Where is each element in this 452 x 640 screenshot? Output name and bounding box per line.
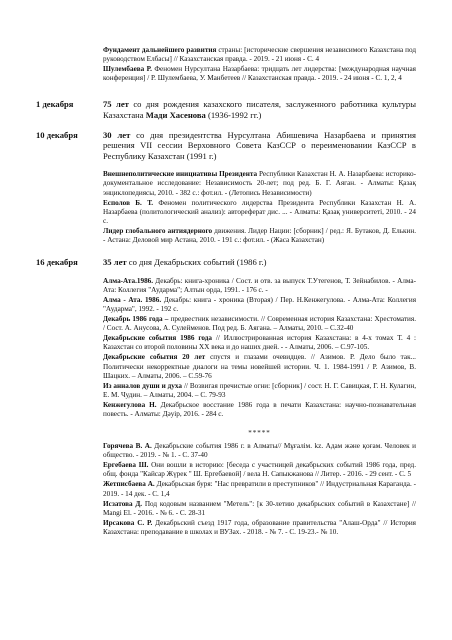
- anniversary-date: 10 декабря: [36, 129, 78, 140]
- section-separator: *****: [248, 429, 271, 438]
- anniversary-text: 75 лет со дня рождения казахского писателя, заслуженного работника культуры Казахстана Мади Хасенова (1936-1992 гг.): [103, 99, 416, 120]
- bibliography-entry: Алма-Ата.1986. Декабрь: книга-хроника / Сост. и отв. за выпуск Т.Утегенов, Т. Зейнабилов. - Алма-Ата: Коллегия "Аударма"; Алтын орда, 1991. - 176 с. -: [103, 276, 416, 294]
- bibliography-block-december: [103, 277, 416, 537]
- anniversary-text: 35 лет со дня Декабрьских событий (1986 г.): [103, 257, 267, 268]
- bibliography-entry: Декабрьские события 20 лет спустя и глазами очевидцев. // Азимов. Р. Дело было так... Политически некорректные диалоги на темы новейшей истории. Ч. 1. 1984-1991 / Р. Азимов, В. Шацких. – Алматы, 2006. – С.59-76: [103, 353, 416, 380]
- bibliography-entry: Кенжегулова Н. Декабрьское восстание 1986 года в печати Казахстана: научно-познавательная повесть. - Алматы: Дәуір, 2016. - 284 с.: [103, 400, 416, 418]
- bibliography-entry: Есполов Б. Т. Феномен политического лидерства Президента Республики Казахстан Н. А. Назарбаева (политологический анализ): автореферат дис. ... - Алматы: Қазақ университеті, 2010. - 24 с.: [103, 198, 416, 225]
- bibliography-entry: Ирсакова С. Р. Декабрьский съезд 1917 года, образование правительства "Алаш-Орда" // История Казахстана: преподавание в школах и ВУЗах. - 2018. - № 7. - С. 19-23.- № 10.: [103, 518, 416, 536]
- bibliography-entry: Декабрь 1986 года – предвестник независимости. // Современная история Казахстана: Хрестоматия. / Сост. А. Анусова, А. Сулейменов. Под ред. Б. Аягана. – Алматы, 2010. – С.32-40: [103, 315, 416, 333]
- bibliography-entry: Внешнеполитические инициативы Президента Республики Казахстан Н. А. Назарбаева: историко-документальное исследование: Независимость 20-лет; под ред. Б. Г. Аяган. - Алматы: Қазақ энциклопедиясы, 2010. - 382 с.: фот.ил. - (Летопись Независимости): [103, 170, 416, 197]
- bibliography-entry: Горячева В. А. Декабрьские события 1986 г. в Алматы// Мұғалім. kz. Адам және қоғам. Человек и общество. - 2019. - № 1. - С. 37-40: [103, 442, 416, 460]
- anniversary-row: [36, 130, 416, 162]
- bibliography-block-top: [103, 46, 416, 83]
- anniversary-text: 30 лет со дня президентства Нурсултана Абишевича Назарбаева и принятия решения VII сессии Верховного Совета КазССР о переименовании КазССР в Республику Казахстан (1991 г.): [103, 129, 416, 161]
- anniversary-row: [36, 99, 416, 120]
- anniversary-row: [36, 257, 416, 268]
- bibliography-entry: Из анналов души и духа // Возвигая пречистые огни: [сборник] / сост. Н. Г. Савицкая, Г. Н. Кулагин, Е. М. Чудин. – Алматы, 2004. – С. 79-93: [103, 381, 416, 399]
- bibliography-entry: Ергебаева Ш. Они вошли в историю: [беседа с участницей декабрьских событий 1986 года, пред. общ. фонда "Кайсар Жүрек " Ш. Ергебаевой] / вела Н. Сапыкжанова // Литер. - 2016. - 29 сент. - С. 5: [103, 461, 416, 479]
- bibliography-entry: Декабрьские события 1986 года // Иллюстрированная история Казахстана: в 4-х томах Т. 4 : Казахстан со второй половины XX века и до наших дней. - - Алматы, 2006. – С.97-105.: [103, 334, 417, 352]
- bibliography-entry: Жетписбаева А. Декабрьская буря: "Нас превратили в преступников" // Индустриальная Караганда. - 2019. - 14 дек. - С. 1,4: [103, 480, 416, 498]
- bibliography-entry: Алма - Ата. 1986. Декабрь: книга - хроника (Вторая) / Пер. Н.Кенжегулова. - Алма-Ата: Коллегия "Аударма", 1992. - 192 с.: [103, 295, 416, 313]
- anniversary-date: 16 декабря: [36, 257, 78, 268]
- bibliography-entry: Шулембаева Р. Феномен Нурсултана Назарбаева: тридцать лет лидерства: [международная научная конференция] / Р. Шулембаева, У. Манбетеев // Казахстанская правда. - 2019. - 24 июня - С. 1, 2, 4: [103, 65, 416, 83]
- bibliography-entry: Фундамент дальнейшего развития страны: [исторические свершения независимого Казахстана под руководством Елбасы] // Казахстанская правда. - 2019. - 21 июня - С. 4: [103, 46, 416, 64]
- bibliography-entry: Исзатова Д. Под кодовым названием "Метель": [к 30-летию декабрьских событий в Казахстане] // Mangi El. - 2016. - № 6. - С. 28-31: [103, 499, 416, 517]
- bibliography-block-presidency: [103, 170, 416, 245]
- anniversary-date: 1 декабря: [36, 99, 74, 110]
- bibliography-entry: Лидер глобального антиядерного движения. Лидер Нации: [сборник] / ред.: Я. Бутаков, Д. Елькин. - Астана: Деловой мир Астана, 2010. - 191 с.: фот.ил. - (Жаса Казахстан): [103, 226, 416, 244]
